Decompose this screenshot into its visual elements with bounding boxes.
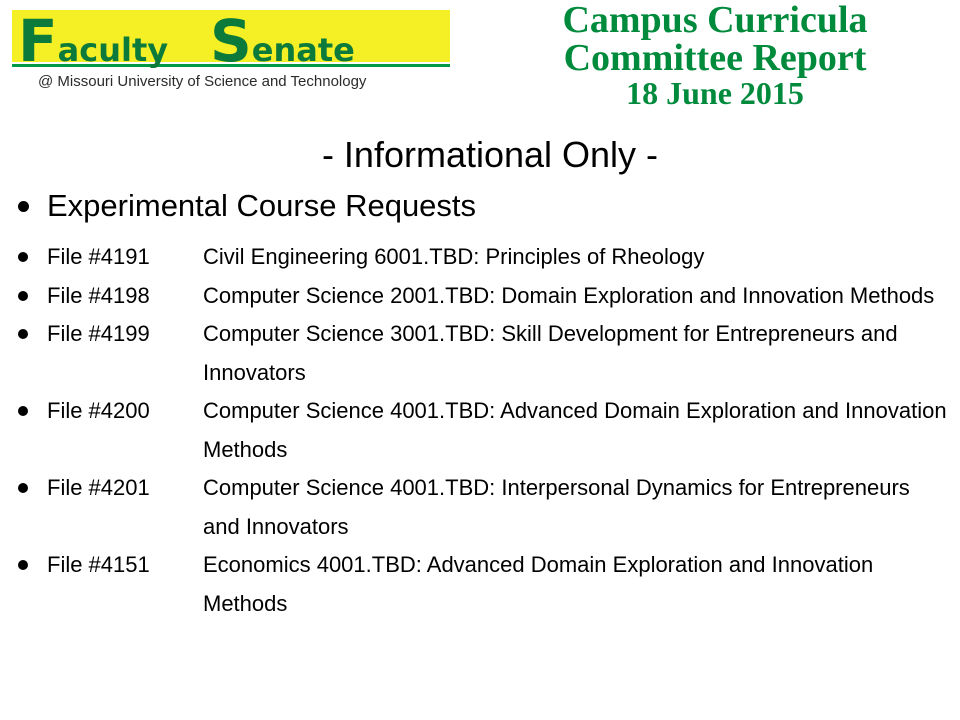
course-description: Civil Engineering 6001.TBD: Principles of Rheology bbox=[203, 244, 705, 269]
report-title bbox=[520, 0, 910, 109]
faculty-senate-logo bbox=[12, 7, 450, 100]
course-description: Computer Science 4001.TBD: Interpersonal Dynamics for Entrepreneurs and Innovators bbox=[203, 475, 910, 539]
course-request-list bbox=[18, 238, 948, 623]
bullet-icon bbox=[18, 560, 28, 570]
course-description: Economics 4001.TBD: Advanced Domain Exploration and Innovation Methods bbox=[203, 552, 874, 616]
list-item bbox=[18, 392, 948, 469]
list-item bbox=[18, 277, 948, 316]
bullet-icon bbox=[18, 406, 28, 416]
bullet-icon bbox=[18, 483, 28, 493]
course-description: Computer Science 4001.TBD: Advanced Domain Exploration and Innovation Methods bbox=[203, 398, 947, 462]
list-item bbox=[18, 238, 948, 277]
report-title-line-1: Campus Curricula bbox=[562, 0, 868, 41]
list-item bbox=[18, 315, 948, 392]
file-number: File #4200 bbox=[47, 398, 150, 423]
logo-word-senate: Senate bbox=[210, 7, 355, 75]
bullet-icon bbox=[18, 201, 29, 212]
file-number: File #4198 bbox=[47, 282, 150, 308]
section-heading-label: Experimental Course Requests bbox=[47, 188, 477, 223]
file-number: File #4199 bbox=[47, 321, 150, 346]
file-number: File #4151 bbox=[47, 552, 150, 577]
bullet-icon bbox=[18, 291, 28, 301]
report-date: 18 June 2015 bbox=[626, 75, 804, 111]
list-item bbox=[18, 469, 948, 546]
file-number: File #4191 bbox=[47, 244, 150, 269]
list-item bbox=[18, 546, 948, 623]
course-description: Computer Science 2001.TBD: Domain Exploration and Innovation Methods bbox=[203, 282, 935, 308]
logo-word-faculty: Faculty bbox=[18, 7, 169, 75]
course-description: Computer Science 3001.TBD: Skill Development for Entrepreneurs and Innovators bbox=[203, 321, 898, 385]
logo-tagline: @ Missouri University of Science and Technology bbox=[38, 73, 367, 90]
section-heading bbox=[18, 188, 476, 224]
page-subtitle: - Informational Only - bbox=[321, 134, 659, 175]
bullet-icon bbox=[18, 252, 28, 262]
report-title-line-2: Committee Report bbox=[563, 37, 867, 79]
file-number: File #4201 bbox=[47, 475, 150, 500]
bullet-icon bbox=[18, 329, 28, 339]
